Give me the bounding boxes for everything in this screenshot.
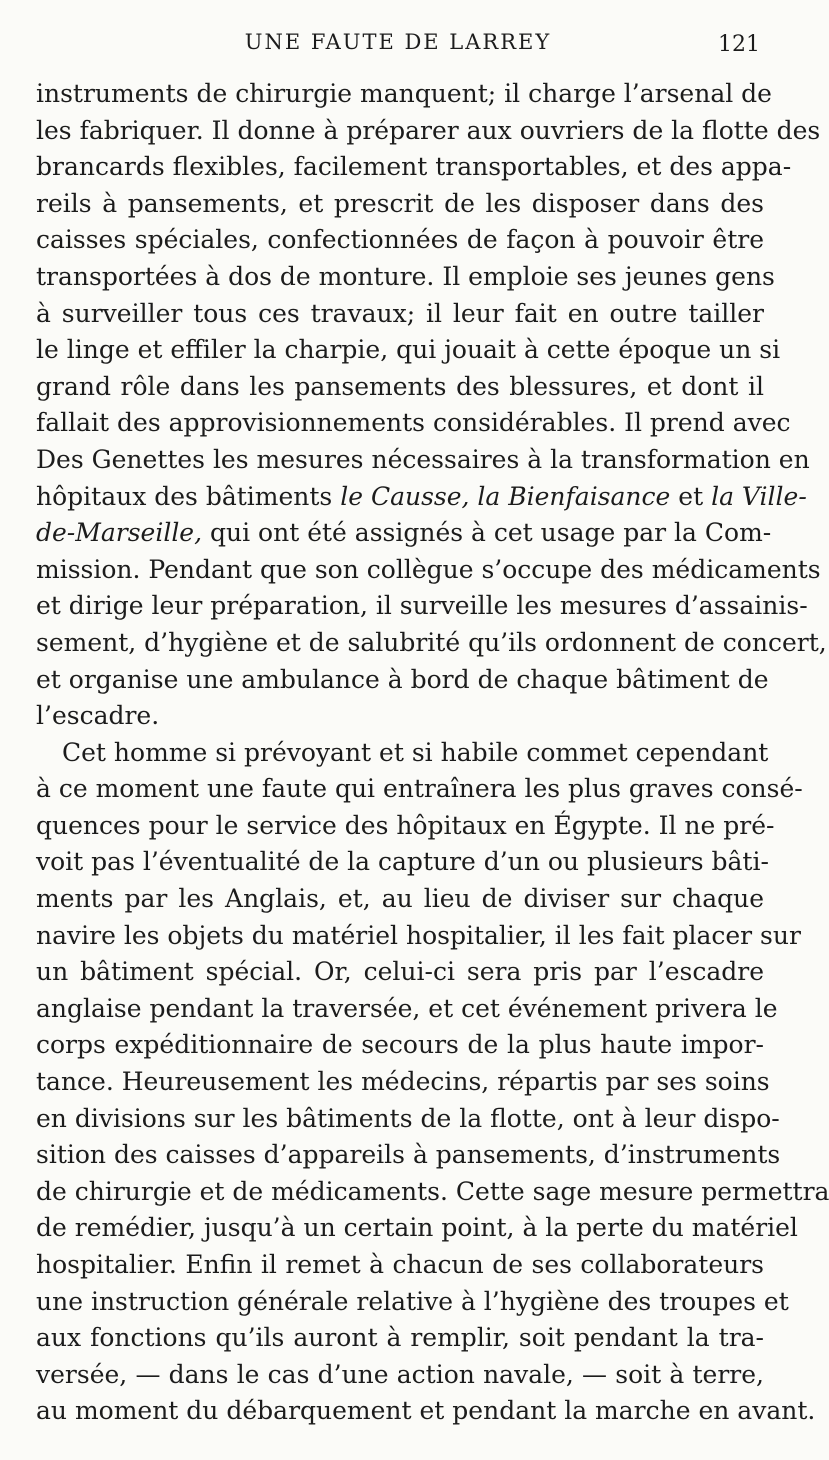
text-line: quences pour le service des hôpitaux en Égypte. Il ne pré- (36, 810, 775, 840)
text-line: et dirige leur préparation, il surveille les mesures d’assainis- (36, 591, 808, 621)
text-line: voit pas l’éventualité de la capture d’un ou plusieurs bâti- (36, 847, 769, 877)
text-line: navire les objets du matériel hospitalier, il les fait placer sur (36, 920, 801, 950)
text-line: caisses spéciales, confectionnées de façon à pouvoir être (36, 225, 764, 255)
text-line: hospitalier. Enfin il remet à chacun de ses collaborateurs (36, 1250, 764, 1279)
text-line: et organise une ambulance à bord de chaque bâtiment de (36, 664, 769, 694)
text-line: anglaise pendant la traversée, et cet événement privera le (36, 993, 778, 1023)
text-line: corps expéditionnaire de secours de la plus haute impor- (36, 1030, 764, 1060)
paragraph (36, 735, 829, 1430)
text-line: à surveiller tous ces travaux; il leur fait en outre tailler (36, 298, 764, 328)
text-line: au moment du débarquement et pendant la marche en avant. (36, 1396, 816, 1426)
text-line: brancards flexibles, facilement transportables, et des appa- (36, 152, 792, 182)
text-line: de remédier, jusqu’à un certain point, à la perte du matériel (36, 1213, 798, 1243)
paragraph (36, 76, 827, 735)
italic-title: de-Marseille, (36, 518, 203, 548)
text-line: fallait des approvisionnements considérables. Il prend avec (36, 408, 791, 438)
text-line: l’escadre. (36, 701, 160, 731)
text-line: grand rôle dans les pansements des blessures, et dont il (36, 371, 764, 401)
text-line: mission. Pendant que son collègue s’occupe des médicaments (36, 554, 821, 584)
page-number: 121 (718, 32, 760, 57)
text-line: Des Genettes les mesures nécessaires à la transformation en (36, 444, 810, 474)
text-line: ments par les Anglais, et, au lieu de diviser sur chaque (36, 884, 764, 914)
text-line: en divisions sur les bâtiments de la flotte, ont à leur dispo- (36, 1103, 780, 1133)
body-text (36, 76, 829, 1430)
text-line: de chirurgie et de médicaments. Cette sage mesure permettra (36, 1176, 829, 1206)
page-header (36, 30, 760, 70)
running-title: UNE FAUTE DE LARREY (244, 30, 552, 54)
text-line: transportées à dos de monture. Il emploie ses jeunes gens (36, 261, 775, 291)
text-line: hôpitaux des bâtiments le Causse, la Bienfaisance et la Ville- (36, 481, 807, 511)
text-line: de-Marseille, qui ont été assignés à cet usage par la Com- (36, 518, 772, 548)
text-line: les fabriquer. Il donne à préparer aux ouvriers de la flotte des (36, 115, 821, 145)
text-line: à ce moment une faute qui entraînera les plus graves consé- (36, 774, 803, 804)
text-line: un bâtiment spécial. Or, celui-ci sera pris par l’escadre (36, 957, 764, 987)
text-line: instruments de chirurgie manquent; il charge l’arsenal de (36, 79, 772, 108)
italic-title: le Causse, la Bienfaisance (340, 481, 671, 511)
text-line: une instruction générale relative à l’hygiène des troupes et (36, 1286, 789, 1316)
text-line: sition des caisses d’appareils à pansements, d’instruments (36, 1140, 781, 1170)
text-line: Cet homme si prévoyant et si habile commet cependant (62, 737, 769, 767)
text-line: versée, — dans le cas d’une action navale, — soit à terre, (36, 1359, 764, 1389)
text-line: sement, d’hygiène et de salubrité qu’ils ordonnent de concert, (36, 627, 827, 657)
text-line: le linge et effiler la charpie, qui jouait à cette époque un si (36, 335, 781, 365)
text-line: aux fonctions qu’ils auront à remplir, soit pendant la tra- (36, 1323, 764, 1353)
text-line: reils à pansements, et prescrit de les disposer dans des (36, 188, 764, 218)
text-line: tance. Heureusement les médecins, répartis par ses soins (36, 1067, 770, 1097)
italic-title: la Ville- (711, 481, 807, 511)
